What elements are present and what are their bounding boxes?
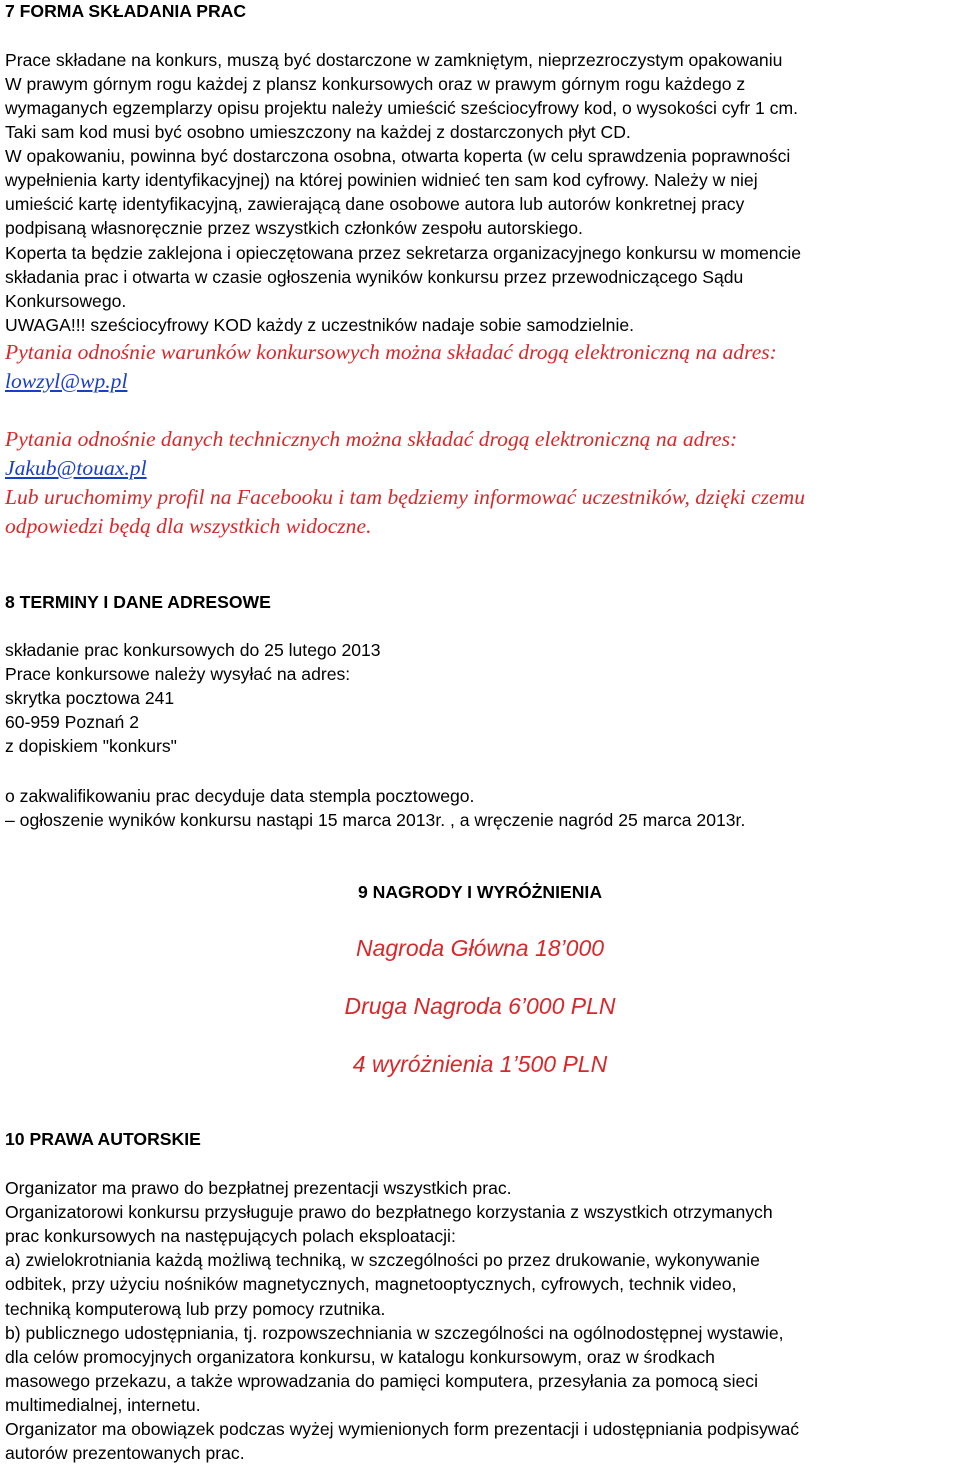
email-link-technical[interactable]: Jakub@touax.pl: [5, 456, 147, 480]
uwaga-note: UWAGA!!! sześciocyfrowy KOD każdy z uczestników nadaje sobie samodzielnie.: [5, 315, 635, 335]
section-9-heading: 9 NAGRODY I WYRÓŻNIENIA: [357, 882, 603, 902]
s7-line: W prawym górnym rogu każdej z plansz konkursowych oraz w prawym górnym rogu każdego z: [5, 74, 746, 94]
s7-line: umieścić kartę identyfikacyjną, zawierającą dane osobowe autora lub autorów konkretnej pracy: [5, 194, 745, 214]
s7-line: podpisaną własnoręcznie przez wszystkich członków zespołu autorskiego.: [5, 218, 583, 238]
s10-line: Organizator ma prawo do bezpłatnej prezentacji wszystkich prac.: [5, 1178, 512, 1198]
s8-line: składanie prac konkursowych do 25 lutego 2013: [5, 640, 381, 660]
s7-line: Prace składane na konkurs, muszą być dostarczone w zamkniętym, nieprzezroczystym opakowaniu: [5, 50, 783, 70]
prize-distinctions: 4 wyróżnienia 1’500 PLN: [352, 1051, 608, 1077]
prize-main: Nagroda Główna 18’000: [355, 935, 605, 961]
facebook-note-line2: odpowiedzi będą dla wszystkich widoczne.: [5, 514, 372, 538]
s8-line: 60-959 Poznań 2: [5, 712, 140, 732]
s10-line: dla celów promocyjnych organizatora konkursu, w katalogu konkursowym, oraz w środkach: [5, 1347, 715, 1367]
section-7-heading: 7 FORMA SKŁADANIA PRAC: [5, 1, 247, 21]
questions-conditions-text: Pytania odnośnie warunków konkursowych można składać drogą elektroniczną na adres:: [5, 340, 777, 364]
s7-line: W opakowaniu, powinna być dostarczona osobna, otwarta koperta (w celu sprawdzenia poprawności: [5, 146, 791, 166]
s10-line: prac konkursowych na następujących polach eksploatacji:: [5, 1226, 456, 1246]
s10-line: a) zwielokrotniania każdą możliwą techniką, w szczególności po przez drukowanie, wykonywanie: [5, 1250, 760, 1270]
postmark-note: o zakwalifikowaniu prac decyduje data stempla pocztowego.: [5, 786, 475, 806]
s10-line: autorów prezentowanych prac.: [5, 1443, 245, 1463]
s10-line: odbitek, przy użyciu nośników magnetycznych, magnetooptycznych, cyfrowych, technik video,: [5, 1274, 737, 1294]
s7-line: Taki sam kod musi być osobno umieszczony na każdej z dostarczonych płyt CD.: [5, 122, 631, 142]
s10-line: techniką komputerową lub przy pomocy rzutnika.: [5, 1299, 386, 1319]
questions-technical-text: Pytania odnośnie danych technicznych można składać drogą elektroniczną na adres:: [5, 427, 738, 451]
s7-line: Konkursowego.: [5, 291, 127, 311]
results-dates-note: – ogłoszenie wyników konkursu nastąpi 15 marca 2013r. , a wręczenie nagród 25 marca 2013r.: [5, 810, 746, 830]
s7-line: Koperta ta będzie zaklejona i opieczętowana przez sekretarza organizacyjnego konkursu w momencie: [5, 243, 802, 263]
s7-line: składania prac i otwarta w czasie ogłoszenia wyników konkursu przez przewodniczącego Sądu: [5, 267, 744, 287]
email-link-conditions[interactable]: lowzyl@wp.pl: [5, 369, 128, 393]
s10-line: multimedialnej, internetu.: [5, 1395, 201, 1415]
s7-line: wymaganych egzemplarzy opisu projektu należy umieścić sześciocyfrowy kod, o wysokości cyfr 1 cm.: [5, 98, 798, 118]
s10-line: Organizatorowi konkursu przysługuje prawo do bezpłatnego korzystania z wszystkich otrzymanych: [5, 1202, 773, 1222]
facebook-note-line1: Lub uruchomimy profil na Facebooku i tam będziemy informować uczestników, dzięki czemu: [5, 485, 806, 509]
s10-line: masowego przekazu, a także wprowadzania do pamięci komputera, przesyłania za pomocą sieci: [5, 1371, 759, 1391]
s8-line: Prace konkursowe należy wysyłać na adres:: [5, 664, 351, 684]
s8-line: skrytka pocztowa 241: [5, 688, 175, 708]
s10-line: Organizator ma obowiązek podczas wyżej wymienionych form prezentacji i udostępniania podpisywać: [5, 1419, 800, 1439]
s8-line: z dopiskiem "konkurs": [5, 736, 177, 756]
s7-line: wypełnienia karty identyfikacyjnej) na której powinien widnieć ten sam kod cyfrowy. Należy w niej: [5, 170, 758, 190]
section-10-heading: 10 PRAWA AUTORSKIE: [5, 1129, 201, 1149]
prize-second: Druga Nagroda 6’000 PLN: [344, 993, 616, 1019]
s10-line: b) publicznego udostępniania, tj. rozpowszechniania w szczególności na ogólnodostępnej wystawie,: [5, 1323, 784, 1343]
section-8-heading: 8 TERMINY I DANE ADRESOWE: [5, 592, 271, 612]
